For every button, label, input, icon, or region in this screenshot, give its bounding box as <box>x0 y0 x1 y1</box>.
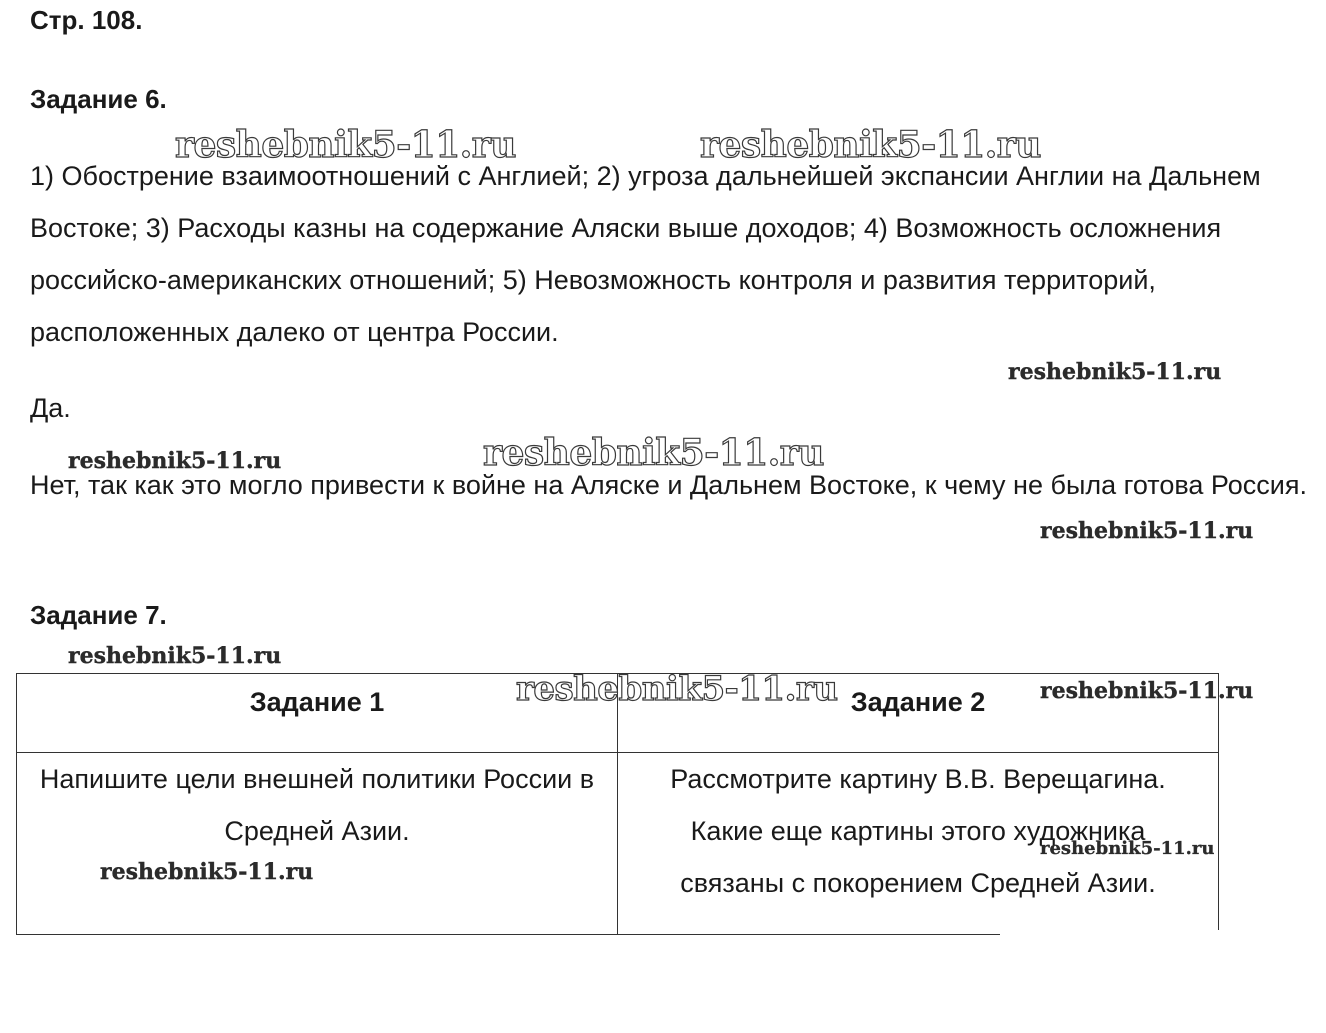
watermark: reshebnik5-11.ru <box>483 432 824 474</box>
table-cell-text: Рассмотрите картину В.В. Верещагина. Какие еще картины этого художника связаны с покорением Средней Азии. <box>670 764 1166 898</box>
watermark: reshebnik5-11.ru <box>68 643 282 669</box>
task7-table <box>16 673 1219 935</box>
task6-answer-2: Да. <box>30 393 71 423</box>
watermark: reshebnik5-11.ru <box>1040 518 1254 544</box>
watermark: reshebnik5-11.ru <box>1008 359 1222 385</box>
table-header-label: Задание 2 <box>850 687 986 717</box>
page-number: Стр. 108. <box>30 5 143 35</box>
watermark: reshebnik5-11.ru <box>516 669 838 709</box>
watermark: reshebnik5-11.ru <box>175 124 516 166</box>
task7-heading: Задание 7. <box>30 600 167 630</box>
table-header-cell <box>618 674 1219 753</box>
table-header-row <box>17 674 1219 753</box>
watermark: reshebnik5-11.ru <box>700 124 1041 166</box>
watermark: reshebnik5-11.ru <box>1040 678 1254 704</box>
table-header-label: Задание 1 <box>249 687 385 717</box>
watermark: reshebnik5-11.ru <box>100 859 314 885</box>
task6-answer-3: Нет, так как это могло привести к войне на Аляске и Дальнем Востоке, к чему не была готова Россия. <box>30 470 1307 500</box>
task6-answer-1: 1) Обострение взаимоотношений с Англией; 2) угроза дальнейшей экспансии Англии на Дальнем Востоке; 3) Расходы казны на содержание Аляски выше доходов; 4) Возможность осложнения российско-американских отношений; 5) Невозможность контроля и развития территорий, расположенных далеко от центра России. <box>30 161 1261 347</box>
task6-heading: Задание 6. <box>30 84 167 114</box>
table-cell-text: Напишите цели внешней политики России в Средней Азии. <box>39 764 595 846</box>
table-cell <box>17 753 618 935</box>
table-row <box>17 753 1219 935</box>
table-border-gap <box>1000 930 1221 938</box>
watermark: reshebnik5-11.ru <box>1040 838 1215 859</box>
table-cell <box>618 753 1219 935</box>
table-header-cell <box>17 674 618 753</box>
watermark: reshebnik5-11.ru <box>68 448 282 474</box>
